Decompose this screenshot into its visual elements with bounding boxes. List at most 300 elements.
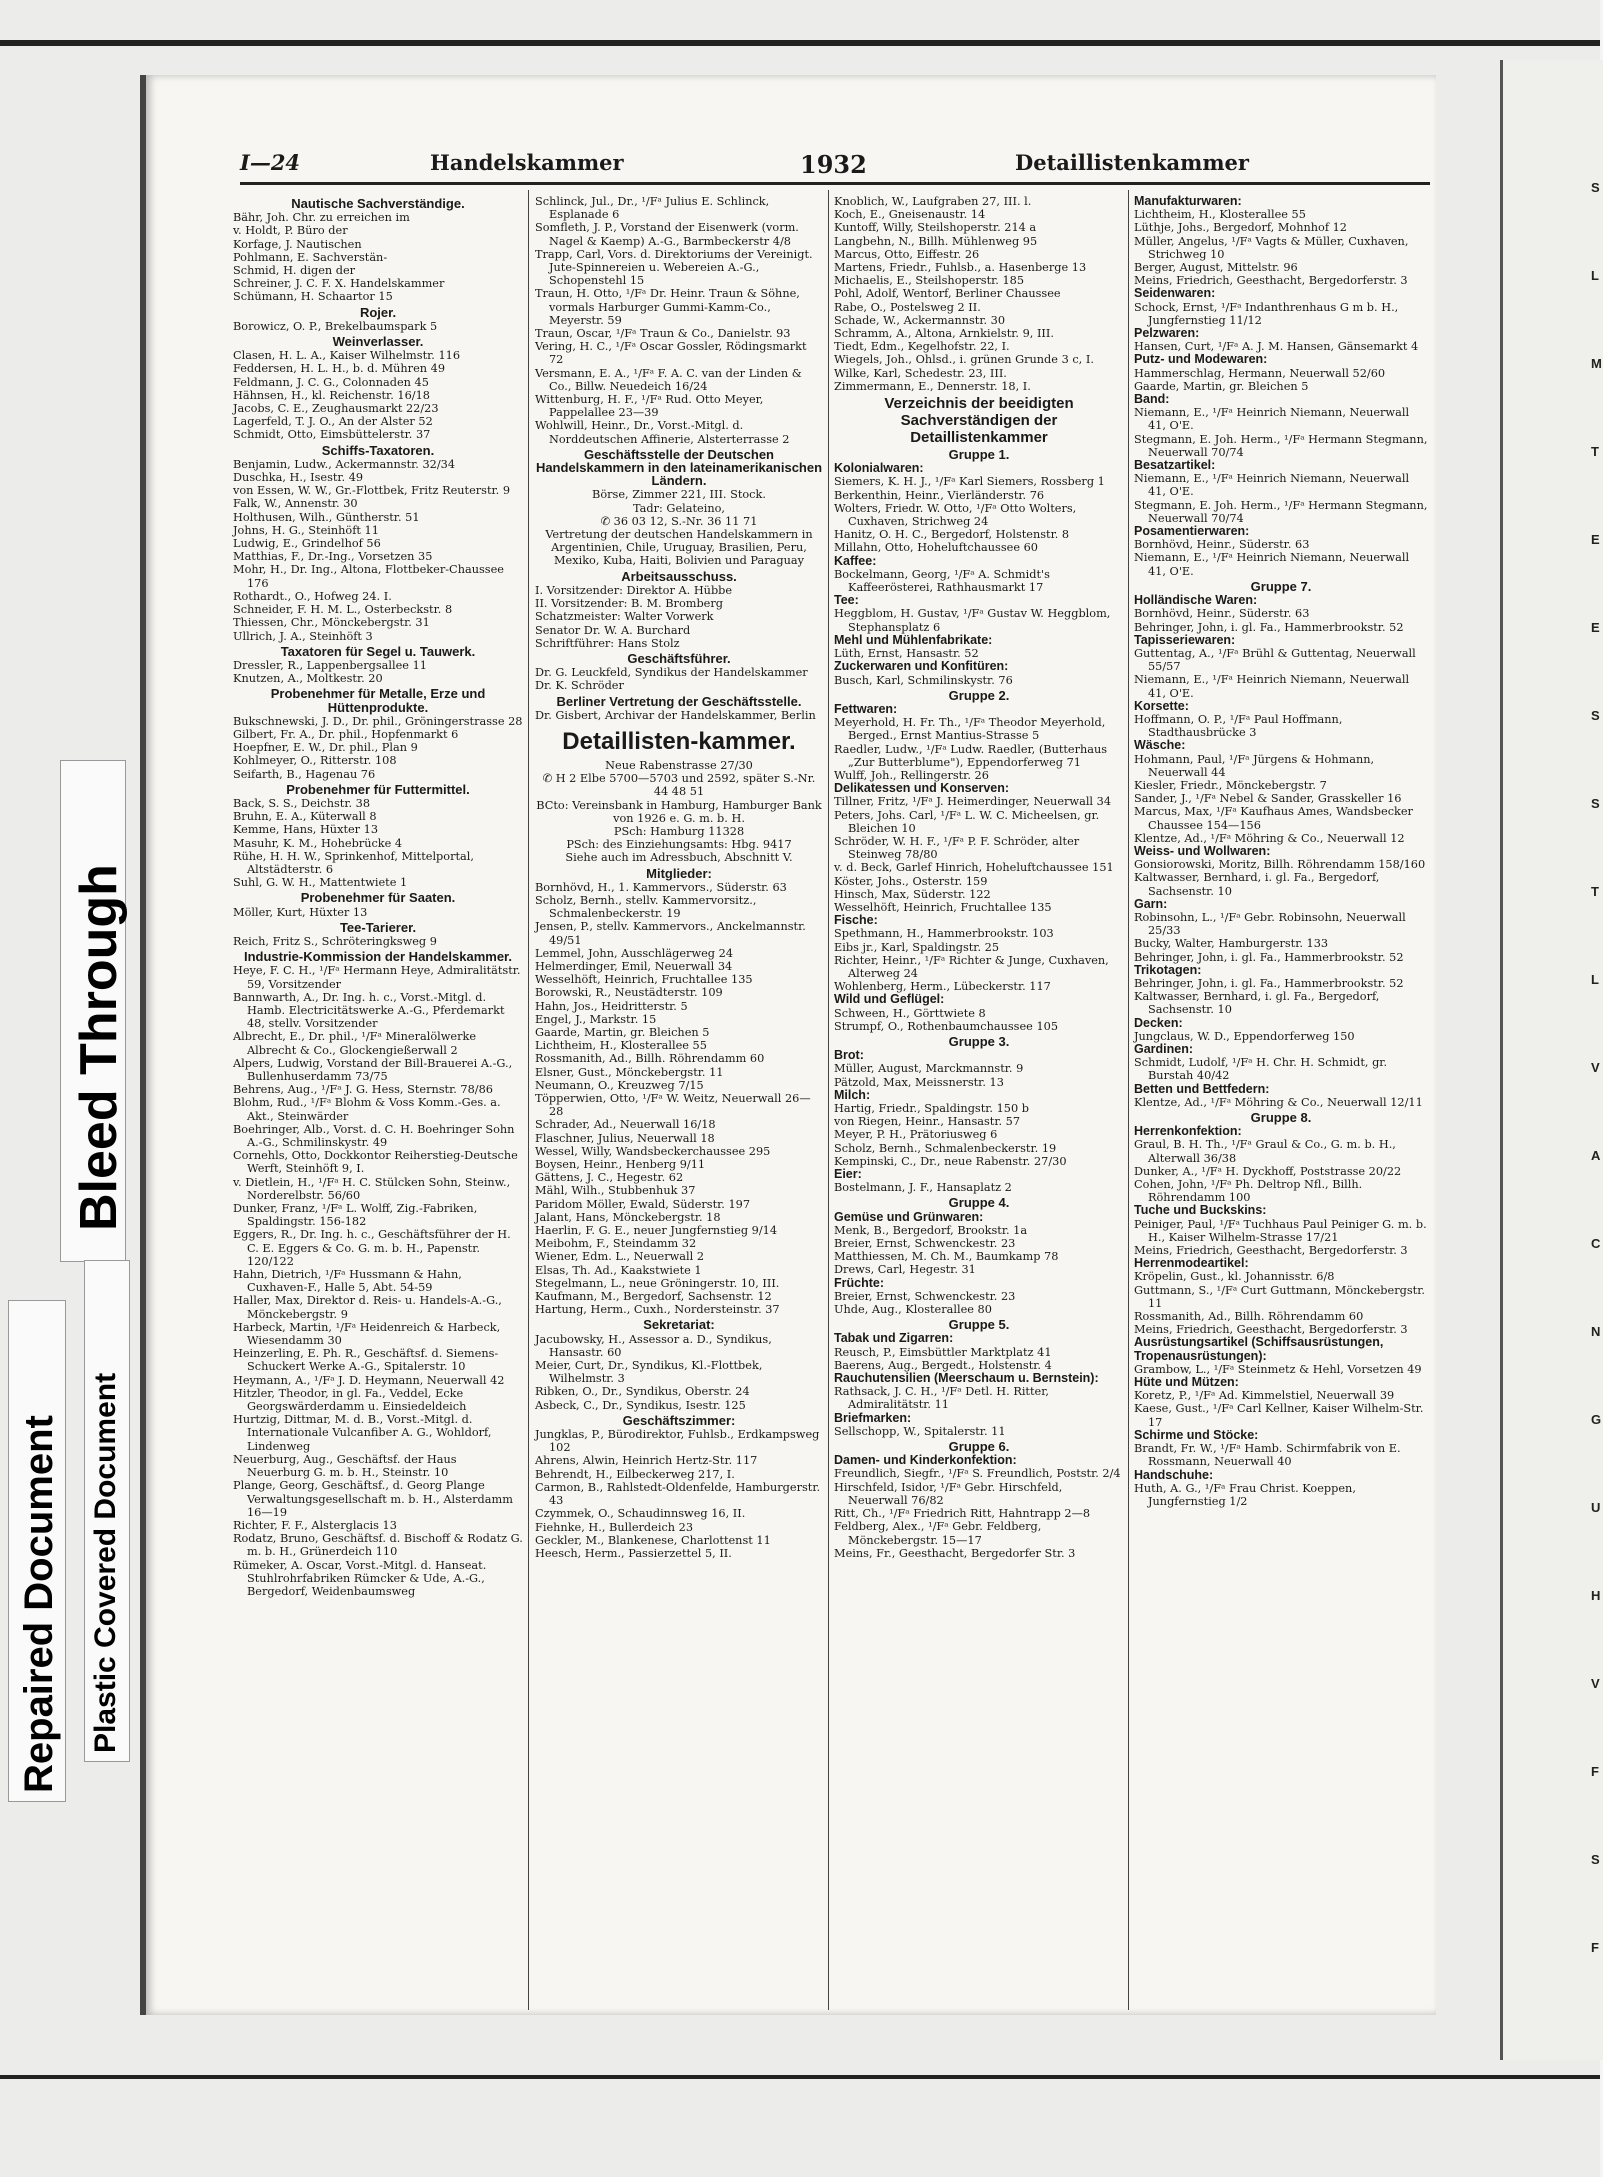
- category-label: Putz- und Modewaren:: [1134, 352, 1268, 367]
- entry-line: Robinsohn, L., ¹/Fᵃ Gebr. Robinsohn, Neuerwall 25/33: [1134, 910, 1406, 938]
- section-heading: Tee-Tarierer.: [339, 919, 417, 935]
- info-line: Siehe auch im Adressbuch, Abschnitt V.: [565, 851, 793, 865]
- entry-line: Wulff, Joh., Rellingerstr. 26: [834, 768, 989, 782]
- entry-line: Freundlich, Siegfr., ¹/Fᵃ S. Freundlich, Poststr. 2/4: [834, 1467, 1121, 1481]
- next-page-letter: E: [1591, 532, 1600, 547]
- entry-line: Heinzerling, E. Ph. R., Geschäftsf. d. Siemens-Schuckert Werke A.-G., Spitalerstr. 10: [233, 1347, 499, 1374]
- section-heading: Probenehmer für Metalle, Erze und Hüttenprodukte.: [270, 686, 486, 715]
- entry-line: v. d. Beck, Garlef Hinrich, Hoheluftchaussee 151: [834, 861, 1114, 875]
- entry-line: Dr. G. Leuckfeld, Syndikus der Handelskammer: [535, 666, 808, 680]
- category-label: Briefmarken:: [834, 1410, 912, 1425]
- entry-line: Rümeker, A. Oscar, Vorst.-Mitgl. d. Hanseat. Stuhlrohrfabriken Rümcker & Ude, A.-G., Bergedorf, Weidenbaumsweg: [233, 1558, 487, 1598]
- entry-line: Heggblom, H. Gustav, ¹/Fᵃ Gustav W. Heggblom, Stephansplatz 6: [834, 607, 1111, 634]
- entry-line: Flaschner, Julius, Neuerwall 18: [535, 1131, 715, 1145]
- entry-line: Bornhövd, Heinr., Süderstr. 63: [1134, 538, 1310, 552]
- entry-line: Hanitz, O. H. C., Bergedorf, Holstenstr. 8: [834, 528, 1070, 542]
- entry-line: Uhde, Aug., Klosterallee 80: [834, 1303, 992, 1317]
- entry-line: Engel, J., Markstr. 15: [535, 1012, 657, 1026]
- entry-line: Grambow, L., ¹/Fᵃ Steinmetz & Hehl, Vorsetzen 49: [1134, 1362, 1422, 1376]
- category-label: Weiss- und Wollwaren:: [1134, 843, 1271, 858]
- entry-line: Jungclaus, W. D., Eppendorferweg 150: [1134, 1029, 1355, 1043]
- entry-line: Guttentag, A., ¹/Fᵃ Brühl & Guttentag, Neuerwall 55/57: [1134, 646, 1416, 674]
- entry-line: Wiegels, Joh., Ohlsd., i. grünen Grunde 3 c, I.: [834, 353, 1094, 367]
- entry-line: Meier, Curt, Dr., Syndikus, Kl.-Flottbek, Wilhelmstr. 3: [535, 1359, 763, 1386]
- info-line: Börse, Zimmer 221, III. Stock.: [592, 488, 766, 502]
- entry-line: Berger, August, Mittelstr. 96: [1134, 261, 1298, 275]
- entry-line: Niemann, E., ¹/Fᵃ Heinrich Niemann, Neuerwall 41, O'E.: [1134, 406, 1410, 433]
- category-label: Trikotagen:: [1134, 962, 1202, 977]
- entry-line: Schock, Ernst, ¹/Fᵃ Indanthrenhaus G m b. H., Jungfernstieg 11/12: [1134, 300, 1399, 327]
- entry-line: Menk, B., Bergedorf, Brookstr. 1a: [834, 1223, 1028, 1237]
- entry-line: Lemmel, John, Ausschlägerweg 24: [535, 946, 734, 960]
- entry-line: Paridom Möller, Ewald, Süderstr. 197: [535, 1197, 751, 1211]
- entry-line: Heesch, Herm., Passierzettel 5, II.: [535, 1546, 732, 1560]
- entry-line: Rodatz, Bruno, Geschäftsf. d. Bischoff & Rodatz G. m. b. H., Grünerdeich 110: [233, 1532, 523, 1559]
- entry-line: Elsas, Th. Ad., Kaakstwiete 1: [535, 1263, 702, 1277]
- entry-line: Dr. K. Schröder: [535, 679, 624, 693]
- entry-line: Rothardt., O., Hofweg 24. I.: [233, 589, 392, 603]
- entry-line: Kaltwasser, Bernhard, i. gl. Fa., Bergedorf, Sachsenstr. 10: [1134, 990, 1380, 1017]
- entry-line: Behrendt, H., Eilbeckerweg 217, I.: [535, 1467, 735, 1481]
- entry-line: Schrader, Ad., Neuerwall 16/18: [535, 1118, 716, 1132]
- entry-line: Schatzmeister: Walter Vorwerk: [535, 610, 714, 624]
- next-page-letter: V: [1591, 1060, 1600, 1075]
- entry-line: Marcus, Max, ¹/Fᵃ Kaufhaus Ames, Wandsbecker Chaussee 154—156: [1134, 805, 1413, 832]
- section-heading: Arbeitsausschuss.: [621, 568, 737, 584]
- entry-line: Millahn, Otto, Hoheluftchaussee 60: [834, 541, 1038, 555]
- entry-line: Graul, B. H. Th., ¹/Fᵃ Graul & Co., G. m. b. H., Alterwall 36/38: [1134, 1138, 1396, 1165]
- entry-line: Knutzen, A., Moltkestr. 20: [233, 672, 383, 686]
- entry-line: Thiessen, Chr., Mönckebergstr. 31: [233, 616, 430, 630]
- entry-line: Duschka, H., Isestr. 49: [233, 471, 364, 485]
- category-label: Fettwaren:: [834, 701, 898, 716]
- header-right-title: Detaillistenkammer: [1015, 150, 1249, 175]
- section-heading: Schiffs-Taxatoren.: [321, 442, 435, 458]
- info-line: PSch: des Einziehungsamts: Hbg. 9417: [566, 838, 792, 852]
- next-page-letter: H: [1591, 1588, 1601, 1603]
- page-number: I—24: [240, 150, 301, 175]
- entry-line: Feldmann, J. C. G., Colonnaden 45: [233, 375, 429, 389]
- entry-line: Klentze, Ad., ¹/Fᵃ Möhring & Co., Neuerwall 12: [1134, 831, 1405, 845]
- category-label: Seidenwaren:: [1134, 286, 1216, 301]
- section-heading: Taxatoren für Segel u. Tauwerk.: [280, 643, 476, 659]
- entry-line: Neumann, O., Kreuzweg 7/15: [535, 1078, 704, 1092]
- next-page-letter: T: [1591, 444, 1599, 459]
- entry-line: Lagerfeld, T. J. O., An der Alster 52: [233, 415, 433, 429]
- entry-line: Johns, H. G., Steinhöft 11: [233, 523, 379, 537]
- entry-line: Dressler, R., Lappenbergsallee 11: [233, 658, 427, 672]
- entry-line: Breier, Ernst, Schwenckestr. 23: [834, 1289, 1016, 1303]
- entry-line: Blohm, Rud., ¹/Fᵃ Blohm & Voss Komm.-Ges. a. Akt., Steinwärder: [233, 1096, 501, 1123]
- entry-line: Schneider, F. H. M. L., Osterbeckstr. 8: [233, 603, 453, 617]
- entry-line: Bukschnewski, J. D., Dr. phil., Gröningerstrasse 28: [233, 714, 523, 728]
- column-1: [233, 195, 523, 2005]
- entry-line: Richter, F. F., Alsterglacis 13: [233, 1518, 397, 1532]
- entry-line: Bucky, Walter, Hamburgerstr. 133: [1134, 937, 1329, 951]
- entry-line: Langbehn, N., Billh. Mühlenweg 95: [834, 234, 1038, 248]
- entry-line: Sellschopp, W., Spitalerstr. 11: [834, 1424, 1006, 1438]
- section-heading: Gruppe 4.: [948, 1195, 1010, 1211]
- entry-line: Rabe, O., Postelsweg 2 II.: [834, 300, 981, 314]
- category-label: Eier:: [834, 1167, 862, 1182]
- next-page-letter: F: [1591, 1940, 1599, 1955]
- entry-line: Spethmann, H., Hammerbrookstr. 103: [834, 927, 1054, 941]
- entry-line: Rossmanith, Ad., Billh. Röhrendamm 60: [535, 1052, 765, 1066]
- entry-line: Trapp, Carl, Vors. d. Direktoriums der Vereinigt. Jute-Spinnereien u. Webereien A.-G., Schopenstehl 15: [535, 247, 813, 288]
- info-line: Neue Rabenstrasse 27/30: [605, 758, 753, 772]
- entry-line: Traun, H. Otto, ¹/Fᵃ Dr. Heinr. Traun & Söhne, vormals Harburger Gummi-Kamm-Co., Meyerstr. 59: [535, 287, 800, 327]
- entry-line: Peiniger, Paul, ¹/Fᵃ Tuchhaus Paul Peiniger G. m. b. H., Kaiser Wilhelm-Strasse 17/21: [1134, 1217, 1427, 1244]
- entry-line: Meins, Friedrich, Geesthacht, Bergedorferstr. 3: [1134, 1323, 1408, 1337]
- entry-line: Eibs jr., Karl, Spaldingstr. 25: [834, 940, 1000, 954]
- entry-line: Lichtheim, H., Klosterallee 55: [535, 1039, 707, 1053]
- entry-line: Schade, W., Ackermannstr. 30: [834, 313, 1006, 327]
- next-page-letter: S: [1591, 180, 1600, 195]
- section-heading: Nautische Sachverständige.: [291, 196, 465, 211]
- scanner-bottom-edge: [0, 2075, 1600, 2079]
- info-line: ✆ H 2 Elbe 5700—5703 und 2592, später S.-Nr. 44 48 51: [542, 772, 816, 799]
- entry-line: Tillner, Fritz, ¹/Fᵃ J. Heimerdinger, Neuerwall 34: [834, 795, 1112, 809]
- entry-line: Pohlmann, E. Sachverstän-: [233, 250, 388, 264]
- entry-line: Schröder, W. H. F., ¹/Fᵃ P. F. Schröder, alter Steinweg 78/80: [834, 834, 1080, 862]
- next-page-letter: T: [1591, 884, 1599, 899]
- entry-line: Pätzold, Max, Meissnerstr. 13: [834, 1075, 1004, 1089]
- entry-line: II. Vorsitzender: B. M. Bromberg: [535, 597, 724, 611]
- entry-line: Mähl, Wilh., Stubbenhuk 37: [535, 1184, 696, 1198]
- category-label: Mehl und Mühlenfabrikate:: [834, 632, 993, 647]
- category-label: Gemüse und Grünwaren:: [834, 1209, 984, 1224]
- entry-line: Hinsch, Max, Süderstr. 122: [834, 887, 991, 901]
- entry-line: Vering, H. C., ¹/Fᵃ Oscar Gossler, Rödingsmarkt 72: [535, 340, 807, 367]
- category-label: Schirme und Stöcke:: [1134, 1427, 1259, 1442]
- section-heading: Gruppe 6.: [948, 1439, 1010, 1455]
- entry-line: Meins, Friedrich, Geesthacht, Bergedorferstr. 3: [1134, 274, 1408, 288]
- entry-line: Borowicz, O. P., Brekelbaumspark 5: [233, 319, 438, 333]
- entry-line: Lichtheim, H., Klosterallee 55: [1134, 208, 1306, 222]
- entry-line: Matthiessen, M. Ch. M., Baumkamp 78: [834, 1250, 1059, 1264]
- entry-line: Kiesler, Friedr., Mönckebergstr. 7: [1134, 778, 1327, 792]
- entry-line: Schmidt, Ludolf, ¹/Fᵃ H. Chr. H. Schmidt, gr. Burstah 40/42: [1134, 1056, 1388, 1083]
- next-page-letter: S: [1591, 1852, 1600, 1867]
- entry-line: Wittenburg, H. F., ¹/Fᵃ Rud. Otto Meyer, Pappelallee 23—39: [535, 393, 764, 420]
- entry-line: Busch, Karl, Schmilinskystr. 76: [834, 673, 1013, 687]
- entry-line: Geckler, M., Blankenese, Charlottenst 11: [535, 1533, 771, 1547]
- entry-line: Haller, Max, Direktor d. Reis- u. Handels-A.-G., Mönckebergstr. 9: [233, 1294, 502, 1321]
- entry-line: Jungklas, P., Bürodirektor, Fuhlsb., Erdkampsweg 102: [535, 1428, 820, 1455]
- section-heading: Gruppe 2.: [948, 687, 1010, 703]
- entry-line: Wesselhöft, Heinrich, Fruchtallee 135: [535, 973, 753, 987]
- entry-line: Senator Dr. W. A. Burchard: [535, 623, 691, 637]
- category-label: Fische:: [834, 913, 878, 928]
- entry-line: Ritt, Ch., ¹/Fᵃ Friedrich Ritt, Hahntrapp 2—8: [834, 1507, 1091, 1521]
- next-page-letter: A: [1591, 1148, 1601, 1163]
- entry-line: Wolters, Friedr. W. Otto, ¹/Fᵃ Otto Wolters, Cuxhaven, Strichweg 24: [834, 501, 1077, 529]
- entry-line: Raedler, Ludw., ¹/Fᵃ Ludw. Raedler, (Butterhaus „Zur Butterblume"), Eppendorferweg 71: [834, 742, 1108, 769]
- section-title: Verzeichnis der beeidigten Sachverständigen der Detaillistenkammer: [884, 395, 1074, 447]
- section-heading: Gruppe 3.: [948, 1033, 1010, 1049]
- entry-line: Töpperwien, Otto, ¹/Fᵃ W. Weitz, Neuerwall 26—28: [535, 1092, 811, 1119]
- entry-line: Koretz, P., ¹/Fᵃ Ad. Kimmelstiel, Neuerwall 39: [1134, 1389, 1395, 1403]
- entry-line: Masuhr, K. M., Hohebrücke 4: [233, 836, 403, 850]
- entry-line: Dr. Gisbert, Archivar der Handelskammer, Berlin: [535, 708, 816, 722]
- entry-line: Meins, Friedrich, Geesthacht, Bergedorferstr. 3: [1134, 1244, 1408, 1258]
- bleed-through-text: Bleed Through: [70, 864, 128, 1231]
- entry-line: Hammerschlag, Hermann, Neuerwall 52/60: [1134, 366, 1386, 380]
- section-heading: Geschäftsstelle der Deutschen Handelskammern in den lateinamerikanischen Ländern.: [535, 446, 823, 489]
- entry-line: Stegmann, E. Joh. Herm., ¹/Fᵃ Hermann Stegmann, Neuerwall 70/74: [1134, 432, 1428, 459]
- category-label: Gardinen:: [1134, 1042, 1194, 1056]
- entry-line: Hahn, Jos., Heidritterstr. 5: [535, 999, 688, 1013]
- next-page-letter: G: [1591, 1412, 1602, 1427]
- entry-line: Siemers, K. H. J., ¹/Fᵃ Karl Siemers, Rossberg 1: [834, 475, 1105, 489]
- next-page-letter: L: [1591, 268, 1599, 283]
- entry-line: Hartung, Herm., Cuxh., Nordersteinstr. 37: [535, 1303, 780, 1317]
- category-label: Kaffee:: [834, 553, 877, 568]
- repaired-document-text: Repaired Document: [17, 1415, 61, 1793]
- section-heading: Gruppe 5.: [948, 1317, 1010, 1333]
- entry-line: Bornhövd, H., 1. Kammervors., Süderstr. 63: [535, 880, 787, 894]
- section-heading: Gruppe 8.: [1250, 1110, 1312, 1126]
- entry-line: Hurtzig, Dittmar, M. d. B., Vorst.-Mitgl. d. Internationale Vulcanfiber A. G., Wohldorf, Lindenweg: [233, 1413, 492, 1453]
- entry-line: Hoffmann, O. P., ¹/Fᵃ Paul Hoffmann, Stadthausbrücke 3: [1134, 712, 1343, 740]
- entry-line: Hirschfeld, Isidor, ¹/Fᵃ Gebr. Hirschfeld, Neuerwall 76/82: [834, 1480, 1063, 1507]
- category-label: Brot:: [834, 1048, 864, 1063]
- section-heading: Probenehmer für Futtermittel.: [286, 781, 470, 797]
- column-divider: [828, 190, 829, 2010]
- next-page-letter: M: [1591, 356, 1602, 371]
- info-line: PSch: Hamburg 11328: [613, 824, 745, 838]
- entry-line: Kröpelin, Gust., kl. Johannisstr. 6/8: [1134, 1270, 1335, 1284]
- next-page-letter: C: [1591, 1236, 1601, 1251]
- entry-line: Rühe, H. H. W., Sprinkenhof, Mittelportal, Altstädterstr. 6: [233, 849, 474, 876]
- section-heading: Industrie-Kommission der Handelskammer.: [243, 949, 513, 965]
- entry-line: Kaese, Gust., ¹/Fᵃ Carl Kellner, Kaiser Wilhelm-Str. 17: [1134, 1402, 1424, 1429]
- entry-line: Niemann, E., ¹/Fᵃ Heinrich Niemann, Neuerwall 41, O'E.: [1134, 472, 1410, 499]
- category-label: Ausrüstungsartikel (Schiffsausrüstungen, Tropenausrüstungen):: [1134, 1335, 1384, 1363]
- entry-line: Kuntoff, Willy, Steilshoperstr. 214 a: [834, 221, 1037, 235]
- entry-line: Rossmanith, Ad., Billh. Röhrendamm 60: [1134, 1310, 1364, 1324]
- next-page-letter: E: [1591, 620, 1600, 635]
- entry-line: Behringer, John, i. gl. Fa., Hammerbrookstr. 52: [1134, 620, 1404, 634]
- section-heading: Sekretariat:: [643, 1317, 715, 1333]
- category-label: Herrenkonfektion:: [1134, 1124, 1242, 1139]
- category-label: Damen- und Kinderkonfektion:: [834, 1453, 1017, 1468]
- category-label: Decken:: [1134, 1015, 1183, 1030]
- entry-line: Gaarde, Martin, gr. Bleichen 5: [1134, 379, 1309, 393]
- entry-line: Suhl, G. W. H., Mattentwiete 1: [233, 876, 408, 890]
- entry-line: Schreiner, J. C. F. X. Handelskammer: [233, 277, 445, 291]
- entry-line: Meins, Fr., Geesthacht, Bergedorfer Str. 3: [834, 1546, 1076, 1560]
- info-line: BCto: Vereinsbank in Hamburg, Hamburger Bank von 1926 e. G. m. b. H.: [536, 798, 822, 825]
- entry-line: Jensen, P., stellv. Kammervors., Anckelmannstr. 49/51: [535, 920, 806, 947]
- entry-line: Köster, Johs., Osterstr. 159: [834, 874, 988, 888]
- category-label: Holländische Waren:: [1134, 593, 1258, 608]
- category-label: Pelzwaren:: [1134, 326, 1200, 341]
- entry-line: Kaltwasser, Bernhard, i. gl. Fa., Bergedorf, Sachsenstr. 10: [1134, 871, 1380, 898]
- category-label: Tapisseriewaren:: [1134, 632, 1236, 647]
- entry-line: Scholz, Bernh., stellv. Kammervorsitz., Schmalenbeckerstr. 19: [535, 893, 757, 921]
- category-label: Kolonialwaren:: [834, 461, 924, 476]
- condition-labels: [0, 760, 140, 1800]
- entry-line: Gaarde, Martin, gr. Bleichen 5: [535, 1025, 710, 1039]
- bleed-through-label: [60, 760, 126, 1262]
- section-heading: Berliner Vertretung der Geschäftsstelle.: [556, 693, 802, 709]
- category-label: Herrenmodeartikel:: [1134, 1256, 1249, 1271]
- entry-line: Wilke, Karl, Schedestr. 23, III.: [834, 366, 1007, 380]
- entry-line: Schriftführer: Hans Stolz: [535, 636, 680, 650]
- section-heading: Weinverlasser.: [332, 334, 424, 350]
- plastic-covered-label: [84, 1260, 130, 1762]
- entry-line: Peters, Johs. Carl, ¹/Fᵃ L. W. C. Micheelsen, gr. Bleichen 10: [834, 808, 1100, 835]
- entry-line: Schramm, A., Altona, Arnkielstr. 9, III.: [834, 327, 1054, 341]
- entry-line: Jalant, Hans, Mönckebergstr. 18: [535, 1210, 721, 1224]
- entry-line: Heymann, A., ¹/Fᵃ J. D. Heymann, Neuerwall 42: [233, 1373, 505, 1387]
- entry-line: Reusch, P., Eimsbüttler Marktplatz 41: [834, 1345, 1052, 1359]
- entry-line: Kempinski, C., Dr., neue Rabenstr. 27/30: [834, 1154, 1067, 1168]
- entry-line: Haerlin, F. G. E., neuer Jungfernstieg 9/14: [535, 1224, 778, 1238]
- entry-line: Michaelis, E., Steilshoperstr. 185: [834, 274, 1025, 288]
- entry-line: Stegmann, E. Joh. Herm., ¹/Fᵃ Hermann Stegmann, Neuerwall 70/74: [1134, 498, 1428, 525]
- category-label: Hüte und Mützen:: [1134, 1375, 1239, 1390]
- entry-line: Möller, Kurt, Hüxter 13: [233, 905, 368, 919]
- category-label: Handschuhe:: [1134, 1467, 1214, 1482]
- section-heading: Probenehmer für Saaten.: [300, 890, 456, 906]
- entry-line: Rathsack, J. C. H., ¹/Fᵃ Detl. H. Ritter, Admiralitätstr. 11: [834, 1385, 1049, 1412]
- repaired-document-label: [8, 1300, 66, 1802]
- category-label: Korsette:: [1134, 698, 1189, 713]
- entry-line: Hähnsen, H., kl. Reichenstr. 16/18: [233, 388, 430, 402]
- next-page-letter: S: [1591, 708, 1600, 723]
- entry-line: Schween, H., Görttwiete 8: [834, 1006, 986, 1020]
- info-line: ✆ 36 03 12, S.-Nr. 36 11 71: [600, 514, 758, 528]
- entry-line: Carmon, B., Rahlstedt-Oldenfelde, Hamburgerstr. 43: [535, 1480, 821, 1508]
- section-title: Detaillisten-kammer.: [562, 727, 796, 755]
- entry-line: Berkenthin, Heinr., Vierländerstr. 76: [834, 488, 1045, 502]
- entry-line: Elsner, Gust., Mönckebergstr. 11: [535, 1065, 724, 1079]
- section-heading: Gruppe 1.: [948, 447, 1010, 463]
- entry-line: Meyerhold, H. Fr. Th., ¹/Fᵃ Theodor Meyerhold, Berged., Ernst Mantius-Strasse 5: [834, 716, 1106, 743]
- entry-line: von Essen, W. W., Gr.-Flottbek, Fritz Reuterstr. 9: [233, 484, 511, 498]
- next-page-letter: L: [1591, 972, 1599, 987]
- entry-line: Müller, August, Marckmannstr. 9: [834, 1062, 1024, 1076]
- entry-line: Brandt, Fr. W., ¹/Fᵃ Hamb. Schirmfabrik von E. Rossmann, Neuerwall 40: [1134, 1442, 1401, 1469]
- category-label: Tabak und Zigarren:: [834, 1331, 954, 1346]
- entry-line: Ullrich, J. A., Steinhöft 3: [233, 629, 373, 643]
- section-heading: Geschäftsführer.: [627, 650, 731, 666]
- entry-line: Back, S. S., Deichstr. 38: [233, 796, 371, 810]
- entry-line: Mohr, H., Dr. Ing., Altona, Flottbeker-Chaussee 176: [233, 563, 504, 590]
- entry-line: Versmann, E. A., ¹/Fᵃ F. A. C. van der Linden & Co., Billw. Neuedeich 16/24: [535, 366, 802, 393]
- entry-line: Martens, Friedr., Fuhlsb., a. Hasenberge 13: [834, 261, 1087, 275]
- entry-line: Huth, A. G., ¹/Fᵃ Frau Christ. Koeppen, Jungfernstieg 1/2: [1134, 1481, 1356, 1508]
- entry-line: Stegelmann, L., neue Gröningerstr. 10, III.: [535, 1276, 780, 1290]
- entry-line: Koch, E., Gneisenaustr. 14: [834, 208, 986, 222]
- entry-line: Bostelmann, J. F., Hansaplatz 2: [834, 1181, 1012, 1195]
- entry-line: Kohlmeyer, O., Ritterstr. 108: [233, 754, 397, 768]
- category-label: Tee:: [834, 593, 859, 608]
- entry-line: Asbeck, C., Dr., Syndikus, Isestr. 125: [535, 1398, 746, 1412]
- plastic-covered-text: Plastic Covered Document: [89, 1372, 122, 1753]
- entry-line: Guttmann, S., ¹/Fᵃ Curt Guttmann, Mönckebergstr. 11: [1134, 1283, 1425, 1310]
- entry-line: Richter, Heinr., ¹/Fᵃ Richter & Junge, Cuxhaven, Alterweg 24: [834, 953, 1109, 980]
- category-label: Besatzartikel:: [1134, 458, 1216, 473]
- entry-line: Neuerburg, Aug., Geschäftsf. der Haus Neuerburg G. m. b. H., Steinstr. 10: [233, 1452, 457, 1480]
- category-label: Milch:: [834, 1087, 871, 1102]
- entry-line: Kaufmann, M., Bergedorf, Sachsenstr. 12: [535, 1290, 772, 1304]
- entry-line: v. Dietlein, H., ¹/Fᵃ H. C. Stülcken Sohn, Steinw., Norderelbstr. 56/60: [233, 1175, 511, 1202]
- entry-line: Schmidt, Otto, Eimsbüttelerstr. 37: [233, 428, 431, 442]
- category-label: Betten und Bettfedern:: [1134, 1081, 1270, 1096]
- entry-line: Dunker, Franz, ¹/Fᵃ L. Wolff, Zig.-Fabriken, Spaldingstr. 156-182: [233, 1202, 478, 1229]
- entry-line: Eggers, R., Dr. Ing. h. c., Geschäftsführer der H. C. E. Eggers & Co. G. m. b. H., Papenstr. 120/122: [233, 1228, 511, 1268]
- entry-line: Tiedt, Edm., Kegelhofstr. 22, I.: [834, 340, 1010, 354]
- entry-line: Jacobs, C. E., Zeughausmarkt 22/23: [233, 402, 439, 416]
- entry-line: Cornehls, Otto, Dockkontor Reiherstieg-Deutsche Werft, Steinhöft 9, I.: [233, 1149, 518, 1176]
- category-label: Zuckerwaren und Konfitüren:: [834, 659, 1009, 674]
- entry-line: Behrens, Aug., ¹/Fᵃ J. G. Hess, Sternstr. 78/86: [233, 1083, 493, 1097]
- entry-line: Wohlenberg, Herm., Lübeckerstr. 117: [834, 980, 1051, 994]
- column-divider: [1128, 190, 1129, 2010]
- entry-line: Behringer, John, i. gl. Fa., Hammerbrookstr. 52: [1134, 976, 1404, 990]
- column-2: [535, 195, 823, 2005]
- entry-line: Wohlwill, Heinr., Dr., Vorst.-Mitgl. d. Norddeutschen Affinerie, Alsterterrasse 2: [535, 419, 790, 446]
- entry-line: Ahrens, Alwin, Heinrich Hertz-Str. 117: [535, 1454, 758, 1468]
- section-heading: Rojer.: [359, 304, 397, 320]
- entry-line: Boehringer, Alb., Vorst. d. C. H. Boehringer Sohn A.-G., Schmilinskystr. 49: [233, 1122, 515, 1150]
- info-line: Tadr: Gelateino,: [633, 501, 725, 515]
- header-left-title: Handelskammer: [430, 150, 624, 175]
- entry-line: Falk, W., Annenstr. 30: [233, 497, 358, 511]
- next-page-letter: F: [1591, 1764, 1599, 1779]
- next-page-letter: U: [1591, 1500, 1601, 1515]
- category-label: Tuche und Buckskins:: [1134, 1203, 1267, 1218]
- entry-line: Gonsiorowski, Moritz, Billh. Röhrendamm 158/160: [1134, 858, 1426, 872]
- entry-line: Wesselhöft, Heinrich, Fruchtallee 135: [834, 900, 1052, 914]
- column-4: [1134, 195, 1428, 2005]
- entry-line: Zimmermann, E., Dennerstr. 18, I.: [834, 379, 1031, 393]
- entry-line: Baerens, Aug., Bergedt., Holstenstr. 4: [834, 1358, 1052, 1372]
- entry-line: Wessel, Willy, Wandsbeckerchaussee 295: [535, 1144, 771, 1158]
- entry-line: Fiehnke, H., Bullerdeich 23: [535, 1520, 694, 1534]
- entry-line: Feddersen, H. L. H., b. d. Mühren 49: [233, 362, 446, 376]
- entry-line: Pohl, Adolf, Wentorf, Berliner Chaussee: [834, 287, 1061, 301]
- category-label: Wild und Geflügel:: [834, 992, 945, 1007]
- entry-line: Lüthje, Johs., Bergedorf, Mohnhof 12: [1134, 221, 1347, 235]
- entry-line: Drews, Carl, Hegestr. 31: [834, 1263, 976, 1277]
- entry-line: Cohen, John, ¹/Fᵃ Ph. Deltrop Nfl., Billh. Röhrendamm 100: [1134, 1178, 1363, 1205]
- entry-line: Scholz, Bernh., Schmalenbeckerstr. 19: [834, 1141, 1057, 1155]
- entry-line: Reich, Fritz S., Schröteringksweg 9: [233, 934, 437, 948]
- entry-line: Hansen, Curt, ¹/Fᵃ A. J. M. Hansen, Gänsemarkt 4: [1134, 340, 1419, 354]
- entry-line: Alpers, Ludwig, Vorstand der Bill-Brauerei A.-G., Bullenhuserdamm 73/75: [233, 1056, 513, 1083]
- entry-line: Knoblich, W., Laufgraben 27, III. l.: [834, 195, 1032, 208]
- entry-line: Czymmek, O., Schaudinnsweg 16, II.: [535, 1507, 746, 1521]
- info-line: Vertretung der deutschen Handelskammern in Argentinien, Chile, Uruguay, Brasilien, Peru, Mexiko, Kuba, Haiti, Bolivien und Paraguay: [545, 528, 813, 568]
- scanner-top-edge: [0, 40, 1600, 46]
- entry-line: Klentze, Ad., ¹/Fᵃ Möhring & Co., Neuerwall 12/11: [1134, 1095, 1423, 1109]
- entry-line: Strumpf, O., Rothenbaumchaussee 105: [834, 1019, 1059, 1033]
- header-year: 1932: [800, 150, 867, 179]
- next-page-letter: V: [1591, 1676, 1600, 1691]
- entry-line: Harbeck, Martin, ¹/Fᵃ Heidenreich & Harbeck, Wiesendamm 30: [233, 1320, 501, 1348]
- entry-line: Hahn, Dietrich, ¹/Fᵃ Hussmann & Hahn, Cuxhaven-F., Halle 5, Abt. 54-59: [233, 1268, 462, 1295]
- entry-line: Hitzler, Theodor, in gl. Fa., Veddel, Ecke Georgswärderdamm u. Einsiedeldeich: [233, 1386, 467, 1414]
- entry-line: Benjamin, Ludw., Ackermannstr. 32/34: [233, 457, 456, 471]
- entry-line: Schlinck, Jul., Dr., ¹/Fᵃ Julius E. Schlinck, Esplanade 6: [535, 195, 770, 222]
- entry-line: Bannwarth, A., Dr. Ing. h. c., Vorst.-Mitgl. d. Hamb. Electricitätswerke A.-G., Pferdemarkt 48, stellv. Vorsitzender: [233, 990, 505, 1031]
- category-label: Manufakturwaren:: [1134, 194, 1242, 208]
- entry-line: Holthusen, Wilh., Güntherstr. 51: [233, 510, 420, 524]
